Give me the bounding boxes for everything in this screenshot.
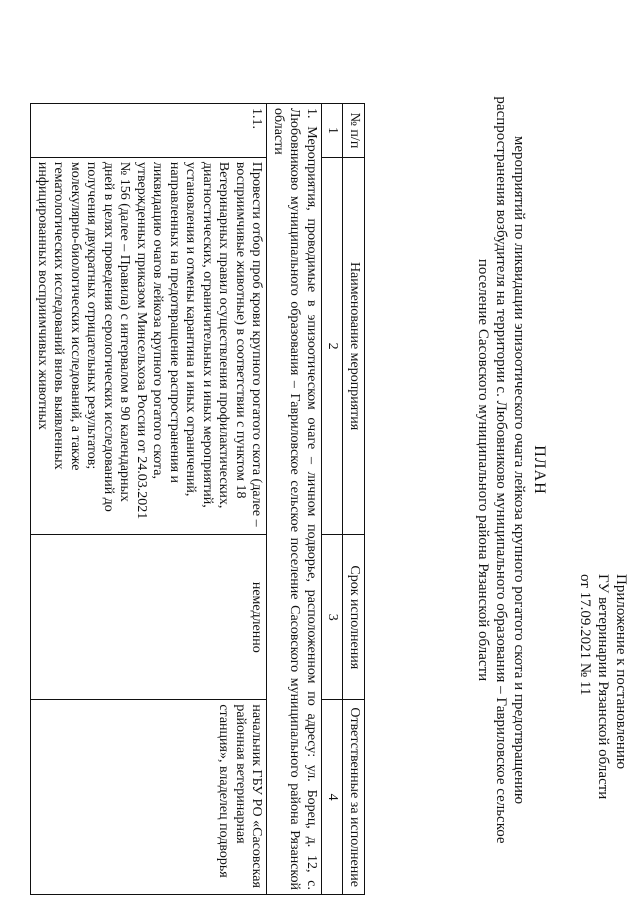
header-number: № п/п: [343, 104, 365, 158]
appendix-line-3: от 17.09.2021 № 11: [577, 574, 593, 696]
row-term: немедленно: [31, 535, 267, 700]
table-row: [31, 104, 267, 895]
header-responsible: Ответственные за исполнение: [343, 700, 365, 895]
plan-subtitle: мероприятий по ликвидации эпизоотического очага лейкоза крупного рогатого скота и предотвращению распространения возбудителя на территории с. Любовниково муниципального образования – Гавриловское сельское поселение Сасовского муниципального района Рязанской области: [475, 96, 527, 844]
section-row: [267, 104, 322, 895]
plan-table: [31, 103, 366, 895]
col-number-4: 4: [322, 700, 344, 895]
row-number: 1.1.: [31, 104, 267, 158]
plan-title: ПЛАН: [531, 445, 548, 495]
appendix-line-2: ГУ ветеринарии Рязанской области: [595, 574, 611, 800]
appendix-line-1: Приложение к постановлению: [613, 574, 629, 770]
header-term: Срок исполнения: [343, 535, 365, 700]
appendix-header: [576, 574, 630, 894]
title-block: [474, 90, 548, 850]
col-number-1: 1: [322, 104, 344, 158]
header-measure: Наименование мероприятия: [343, 157, 365, 534]
row-responsible: начальник ГБУ РО «Сасовская районная ветеринарная станция», владелец подворья: [31, 700, 267, 895]
row-measure: Провести отбор проб крови крупного рогатого скота (далее – восприимчивые животные) в соответствии с пунктом 18 Ветеринарных правил осуществления профилактических, диагностических, ограничительных и иных мероприятий, установления и отмены карантина и иных ограничений, направленных на предотвращение распространения и ликвидацию очагов лейкоза крупного рогатого скота, утвержденных приказом Минсельхоза России от 24.03.2021 № 156 (далее – Правила) с интервалом в 90 календарных дней в целях проведения серологических исследований до получения двукратных отрицательных результатов; молекулярно-биологических исследований, а также гематологических исследований вновь выявленных инфицированных восприимчивых животных: [31, 157, 267, 534]
col-number-2: 2: [322, 157, 344, 534]
section-1-title: 1. Мероприятия, проводимые в эпизоотическом очаге – личном подворье, расположенном по адресу: ул. Борец, д. 12, с. Любовниково муниципального образования – Гавриловское сельское поселение Сасовского муниципального района Рязанской области: [267, 104, 322, 895]
header-row: [343, 104, 365, 895]
column-number-row: [322, 104, 344, 895]
col-number-3: 3: [322, 535, 344, 700]
